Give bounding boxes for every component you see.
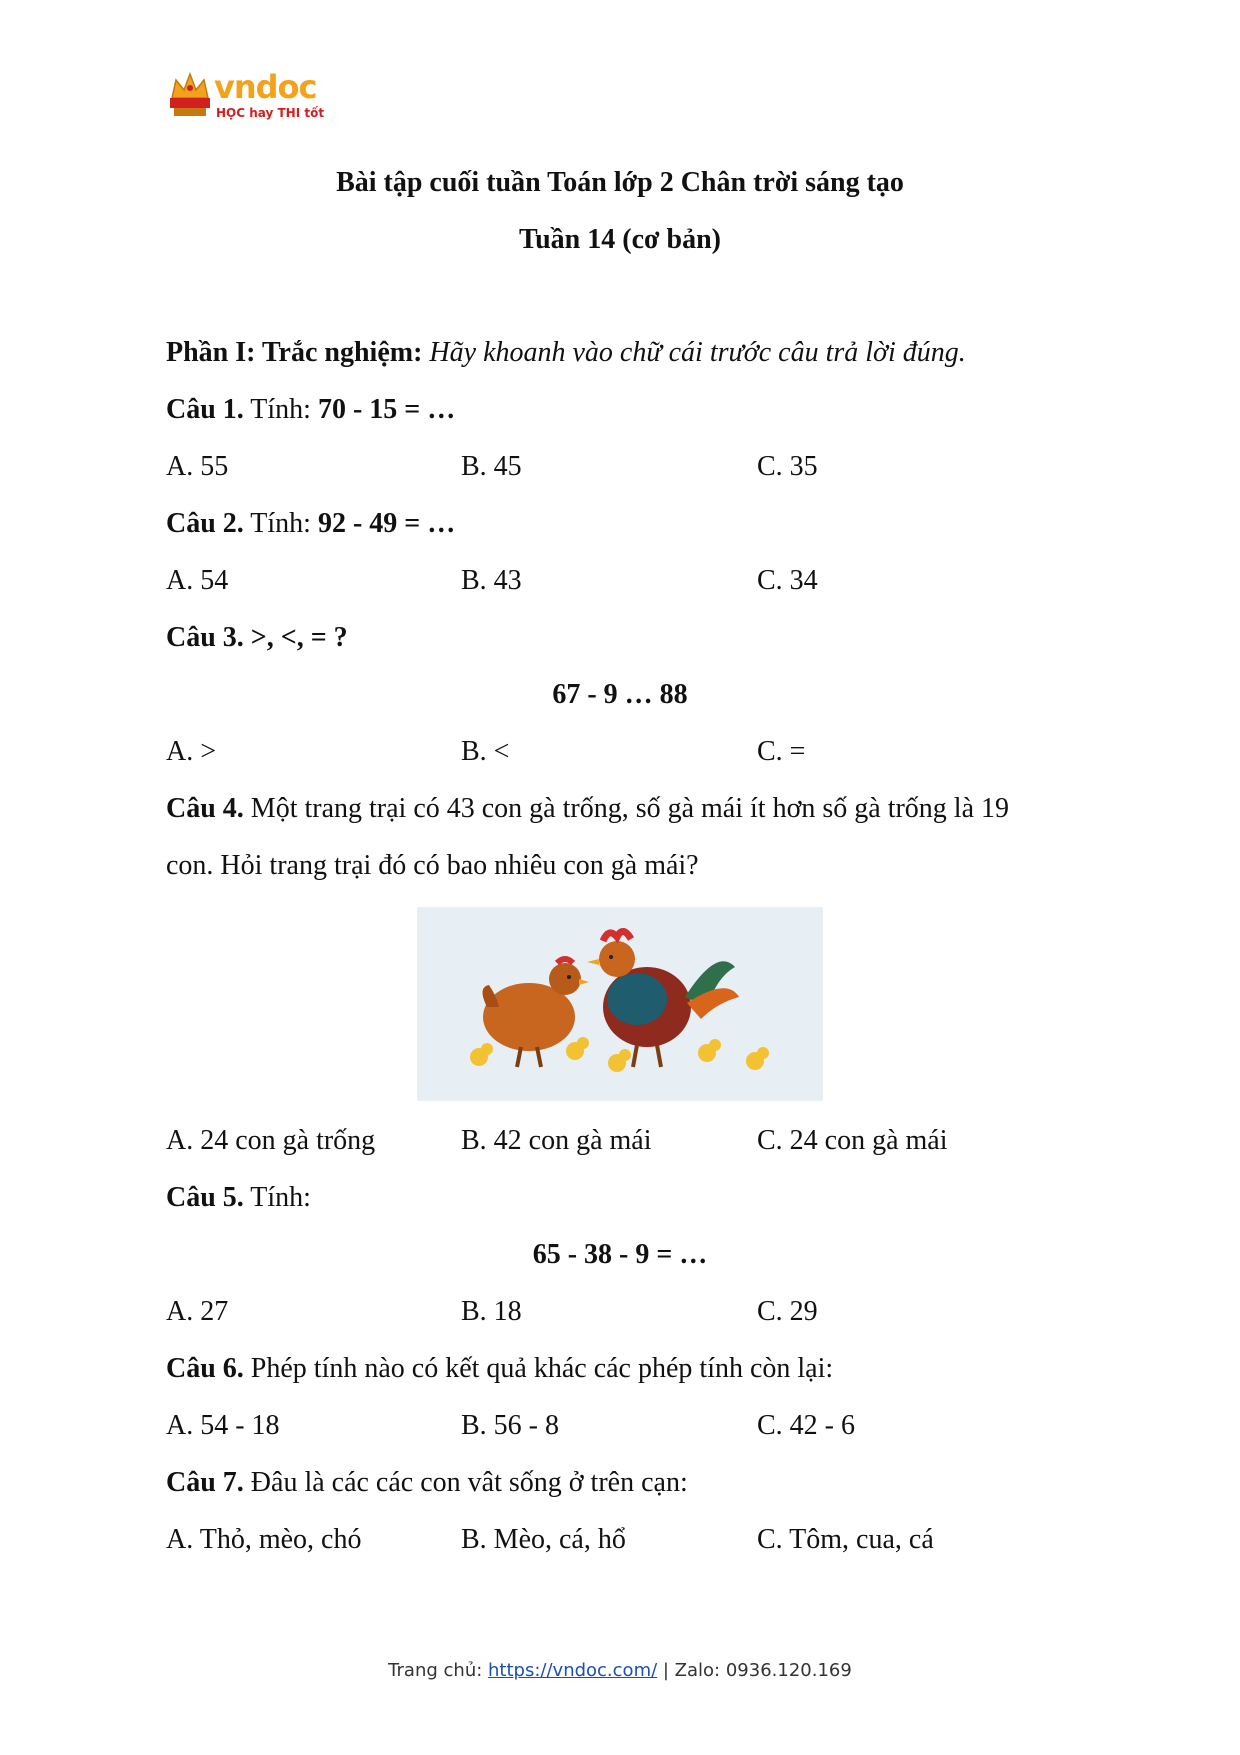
q7-option-b[interactable]: B. Mèo, cá, hổ <box>461 1524 626 1555</box>
q4-option-a[interactable]: A. 24 con gà trống <box>166 1125 376 1156</box>
question-number: Câu 5. <box>166 1182 244 1213</box>
question-number: Câu 7. <box>166 1467 244 1498</box>
page-title: Bài tập cuối tuần Toán lớp 2 Chân trời sáng tạo <box>336 167 904 198</box>
question-number: Câu 3. <box>166 622 244 653</box>
question-number: Câu 6. <box>166 1353 244 1384</box>
q5-option-a[interactable]: A. 27 <box>166 1296 229 1327</box>
question-expression: 92 - 49 = … <box>317 508 456 539</box>
q2-option-c[interactable]: C. 34 <box>757 565 818 596</box>
question-4 <box>166 793 1009 825</box>
question-number: Câu 1. <box>166 394 244 425</box>
page-footer <box>0 1660 1240 1681</box>
q3-option-b[interactable]: B. < <box>461 736 510 767</box>
q5-option-b[interactable]: B. 18 <box>461 1296 522 1327</box>
q2-option-b[interactable]: B. 43 <box>461 565 522 596</box>
q6-option-b[interactable]: B. 56 - 8 <box>461 1410 559 1441</box>
q3-option-a[interactable]: A. > <box>166 736 217 767</box>
footer-prefix: Trang chủ: <box>388 1660 489 1681</box>
question-number: Câu 4. <box>166 793 244 824</box>
q7-option-c[interactable]: C. Tôm, cua, cá <box>757 1524 934 1555</box>
q4-option-c[interactable]: C. 24 con gà mái <box>757 1125 948 1156</box>
question-expression: 70 - 15 = … <box>317 394 456 425</box>
logo-slogan: HỌC hay THI tốt <box>216 106 325 120</box>
question-text: Tính: <box>243 508 318 539</box>
question-5 <box>166 1182 311 1214</box>
question-3 <box>166 622 348 654</box>
q1-option-a[interactable]: A. 55 <box>166 451 229 482</box>
logo-name: vndoc <box>214 68 317 106</box>
q1-option-c[interactable]: C. 35 <box>757 451 818 482</box>
footer-contact: | Zalo: 0936.120.169 <box>657 1660 852 1681</box>
question-text: >, <, = ? <box>243 622 348 653</box>
question-1 <box>166 394 455 426</box>
question-4-continued: con. Hỏi trang trại đó có bao nhiêu con gà mái? <box>166 850 699 881</box>
question-text: Một trang trại có 43 con gà trống, số gà mái ít hơn số gà trống là 19 <box>243 793 1010 824</box>
q5-option-c[interactable]: C. 29 <box>757 1296 818 1327</box>
page-subtitle: Tuần 14 (cơ bản) <box>519 224 721 255</box>
vndoc-logo <box>166 68 326 124</box>
q2-option-a[interactable]: A. 54 <box>166 565 229 596</box>
question-2 <box>166 508 455 540</box>
chicken-illustration <box>417 907 823 1101</box>
question-6 <box>166 1353 833 1385</box>
q3-option-c[interactable]: C. = <box>757 736 806 767</box>
q6-option-a[interactable]: A. 54 - 18 <box>166 1410 280 1441</box>
section-header <box>166 337 966 369</box>
section-label: Phần I: Trắc nghiệm: <box>166 337 423 368</box>
question-text: Tính: <box>243 1182 311 1213</box>
q4-option-b[interactable]: B. 42 con gà mái <box>461 1125 652 1156</box>
logo-crown-icon <box>166 68 214 120</box>
question-number: Câu 2. <box>166 508 244 539</box>
q5-expression: 65 - 38 - 9 = … <box>532 1239 708 1270</box>
q1-option-b[interactable]: B. 45 <box>461 451 522 482</box>
footer-home-link[interactable]: https://vndoc.com/ <box>488 1660 658 1681</box>
q6-option-c[interactable]: C. 42 - 6 <box>757 1410 855 1441</box>
question-text: Tính: <box>243 394 318 425</box>
section-instruction: Hãy khoanh vào chữ cái trước câu trả lời đúng. <box>429 337 966 368</box>
question-7 <box>166 1467 688 1499</box>
question-text: Đâu là các các con vât sống ở trên cạn: <box>243 1467 688 1498</box>
question-text: Phép tính nào có kết quả khác các phép tính còn lại: <box>243 1353 834 1384</box>
q3-expression: 67 - 9 … 88 <box>552 679 688 710</box>
q7-option-a[interactable]: A. Thỏ, mèo, chó <box>166 1524 362 1555</box>
